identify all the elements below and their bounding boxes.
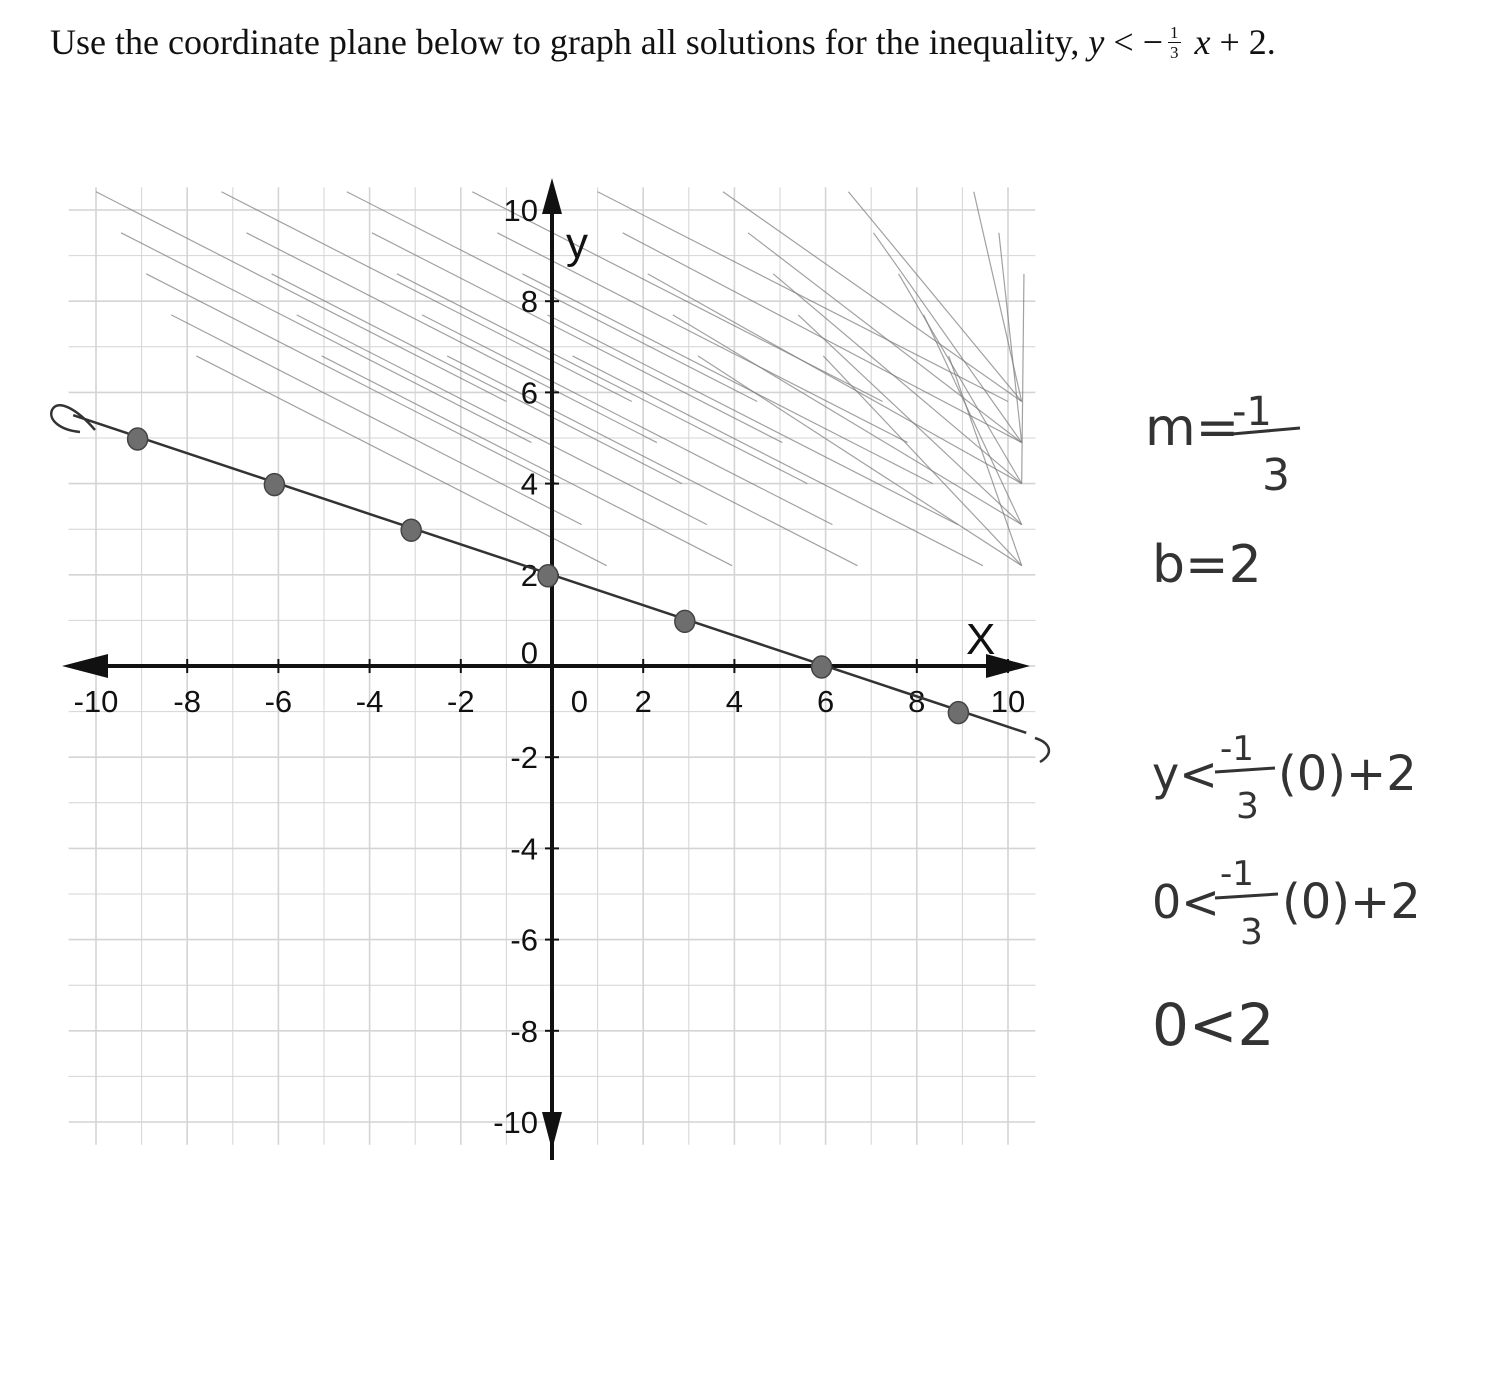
shading-stroke [723,192,1022,402]
hw-test1-num: -1 [1220,729,1254,769]
y-tick-label: 6 [520,375,538,411]
plotted-points [128,428,969,724]
hw-test1-lhs: y< [1152,747,1218,801]
shading-stroke [974,192,1022,402]
plotted-point [401,519,421,541]
hw-slope-den: 3 [1262,450,1290,501]
shading-stroke [121,233,531,443]
plotted-point [812,656,832,678]
fraction-numerator: 1 [1170,23,1179,43]
axes [62,178,1030,1160]
plotted-point [675,610,695,632]
x-tick-label: 4 [725,684,744,719]
y-tick-label: -8 [510,1013,538,1049]
x-tick-labels [74,684,1026,719]
inequality-rest: + 2. [1219,22,1276,62]
x-tick-label: -4 [355,684,384,719]
shading-stroke [999,233,1022,443]
fraction-denominator: 3 [1170,43,1179,63]
shading-stroke [648,274,1022,484]
question-prefix: Use the coordinate plane below to graph all solutions for the inequality, [50,22,1080,62]
shading-stroke [773,274,1022,484]
y-tick-label: -6 [510,922,538,958]
shading-stroke [748,233,1022,443]
inequality-x: x [1194,22,1211,62]
shading-stroke [598,192,1008,402]
plotted-point [264,474,284,496]
shaded-region [96,192,1024,566]
y-tick-label: -4 [510,831,538,867]
plotted-point [948,702,968,724]
shading-stroke [447,356,857,566]
x-tick-label: -10 [73,684,119,719]
inequality-operator: < [1113,22,1134,62]
hw-test2-rhs: (0)+2 [1282,874,1421,930]
x-tick-label: -6 [264,684,293,719]
y-tick-label: 4 [520,466,538,502]
inequality-lhs: y [1088,22,1105,62]
x-axis-label: X [966,615,996,664]
hw-test2-lhs: 0< [1152,875,1220,929]
x-tick-label: -2 [447,684,475,719]
hw-result: 0<2 [1152,991,1275,1059]
x-tick-label: 6 [816,684,835,719]
shading-stroke [96,192,506,402]
handwritten-work [1145,389,1421,1059]
hw-intercept: b=2 [1152,535,1262,595]
shading-stroke [246,233,656,443]
y-tick-label: 0 [520,635,538,671]
x-axis-left-arrow [62,654,108,678]
boundary-line-right-arrow [1035,738,1049,762]
shading-stroke [272,274,682,484]
y-axis-down-arrow [542,1112,562,1150]
hw-test2-num: -1 [1220,854,1254,894]
hw-test1-den: 3 [1236,786,1259,827]
plotted-point [128,428,148,450]
hw-test2-bar [1215,894,1278,898]
hw-test1-rhs: (0)+2 [1278,746,1417,802]
y-tick-label: 8 [520,284,538,320]
shading-stroke [573,356,983,566]
shading-stroke [146,274,556,484]
shading-stroke [497,233,907,443]
shading-stroke [848,192,1021,402]
hw-slope-label: m= [1145,398,1240,458]
boundary-line-left-arrow [51,405,95,432]
x-tick-label: 10 [990,684,1026,719]
shading-stroke [698,356,1022,566]
y-tick-label: 2 [520,557,538,593]
inequality-sign: − [1142,22,1164,62]
y-axis-label: y [566,219,588,268]
y-axis-up-arrow [542,178,562,214]
shading-stroke [1022,274,1024,484]
shading-stroke [397,274,807,484]
x-tick-label: -8 [173,684,201,719]
y-tick-label: 10 [503,193,538,228]
y-tick-label: -10 [493,1105,538,1140]
y-tick-label: -2 [510,740,538,776]
shading-stroke [873,233,1021,443]
x-tick-label: 8 [908,684,926,719]
plotted-point [538,565,558,587]
x-tick-label: 2 [634,684,652,719]
hw-slope-num: -1 [1232,389,1272,435]
hw-test2-den: 3 [1240,912,1263,953]
x-tick-label: 0 [570,684,588,719]
